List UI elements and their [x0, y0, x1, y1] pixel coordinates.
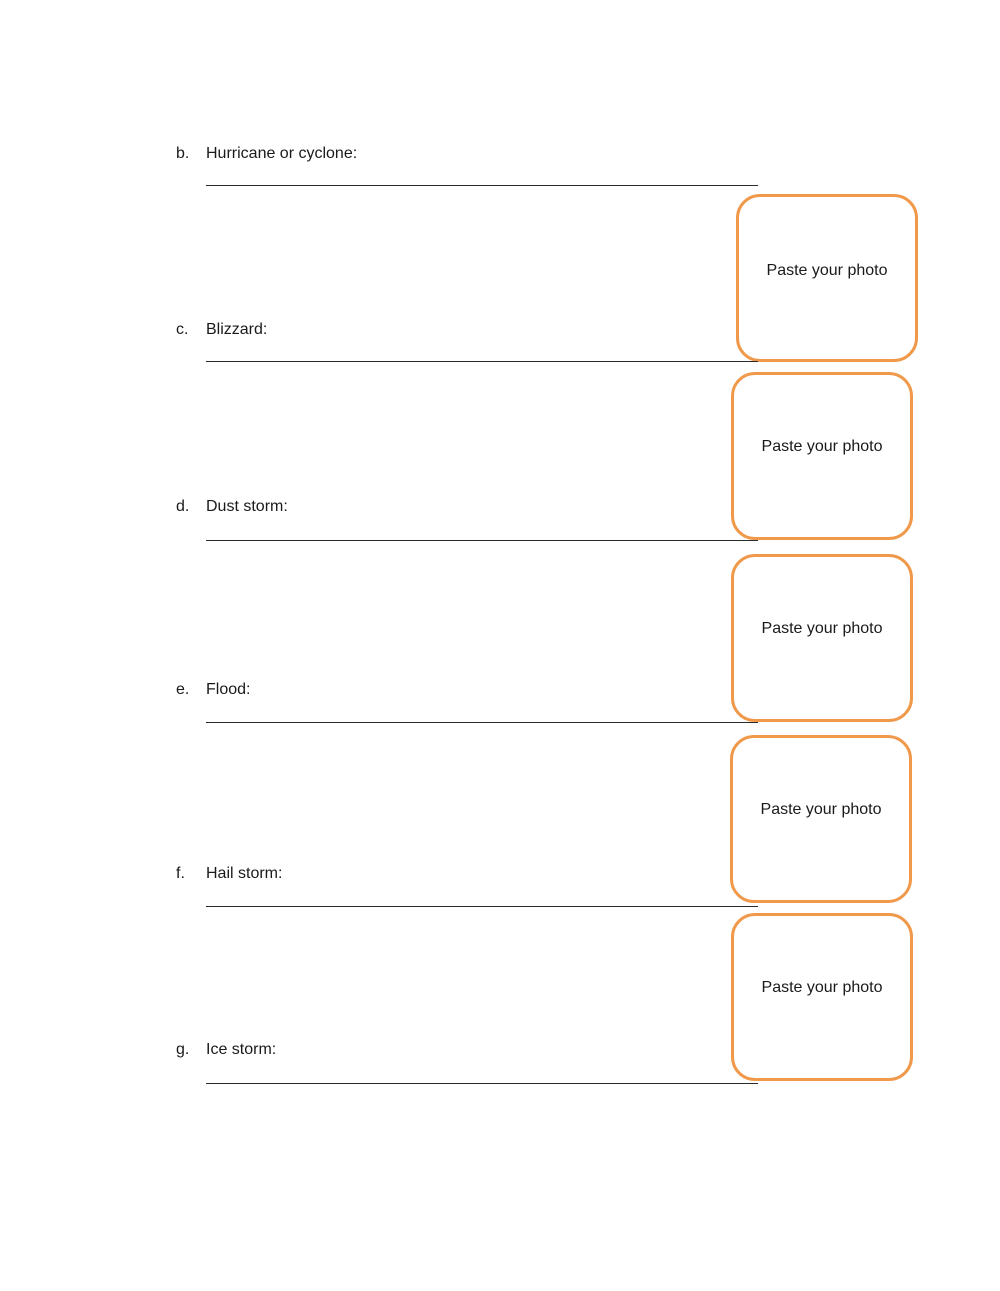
item-label-dust-storm: Dust storm: — [206, 498, 288, 515]
photo-box-1[interactable] — [736, 194, 918, 362]
photo-box-label: Paste your photo — [766, 262, 888, 279]
photo-box-4[interactable] — [730, 735, 912, 903]
photo-box-5[interactable] — [731, 913, 913, 1081]
answer-line-hurricane[interactable] — [206, 185, 758, 186]
item-letter-g: g. — [176, 1041, 190, 1058]
item-letter-c: c. — [176, 321, 189, 338]
item-letter-f: f. — [176, 865, 185, 882]
item-label-flood: Flood: — [206, 681, 251, 698]
item-label-blizzard: Blizzard: — [206, 321, 268, 338]
photo-box-label: Paste your photo — [761, 438, 883, 455]
photo-box-2[interactable] — [731, 372, 913, 540]
item-letter-d: d. — [176, 498, 190, 515]
photo-box-label: Paste your photo — [760, 801, 882, 818]
item-label-hurricane: Hurricane or cyclone: — [206, 145, 358, 162]
item-label-ice-storm: Ice storm: — [206, 1041, 277, 1058]
answer-line-blizzard[interactable] — [206, 361, 758, 362]
answer-line-hail-storm[interactable] — [206, 906, 758, 907]
item-label-hail-storm: Hail storm: — [206, 865, 283, 882]
item-letter-b: b. — [176, 145, 190, 162]
answer-line-flood[interactable] — [206, 722, 758, 723]
photo-box-3[interactable] — [731, 554, 913, 722]
photo-box-label: Paste your photo — [761, 979, 883, 996]
answer-line-ice-storm[interactable] — [206, 1083, 758, 1084]
item-letter-e: e. — [176, 681, 190, 698]
photo-box-label: Paste your photo — [761, 620, 883, 637]
answer-line-dust-storm[interactable] — [206, 540, 758, 541]
